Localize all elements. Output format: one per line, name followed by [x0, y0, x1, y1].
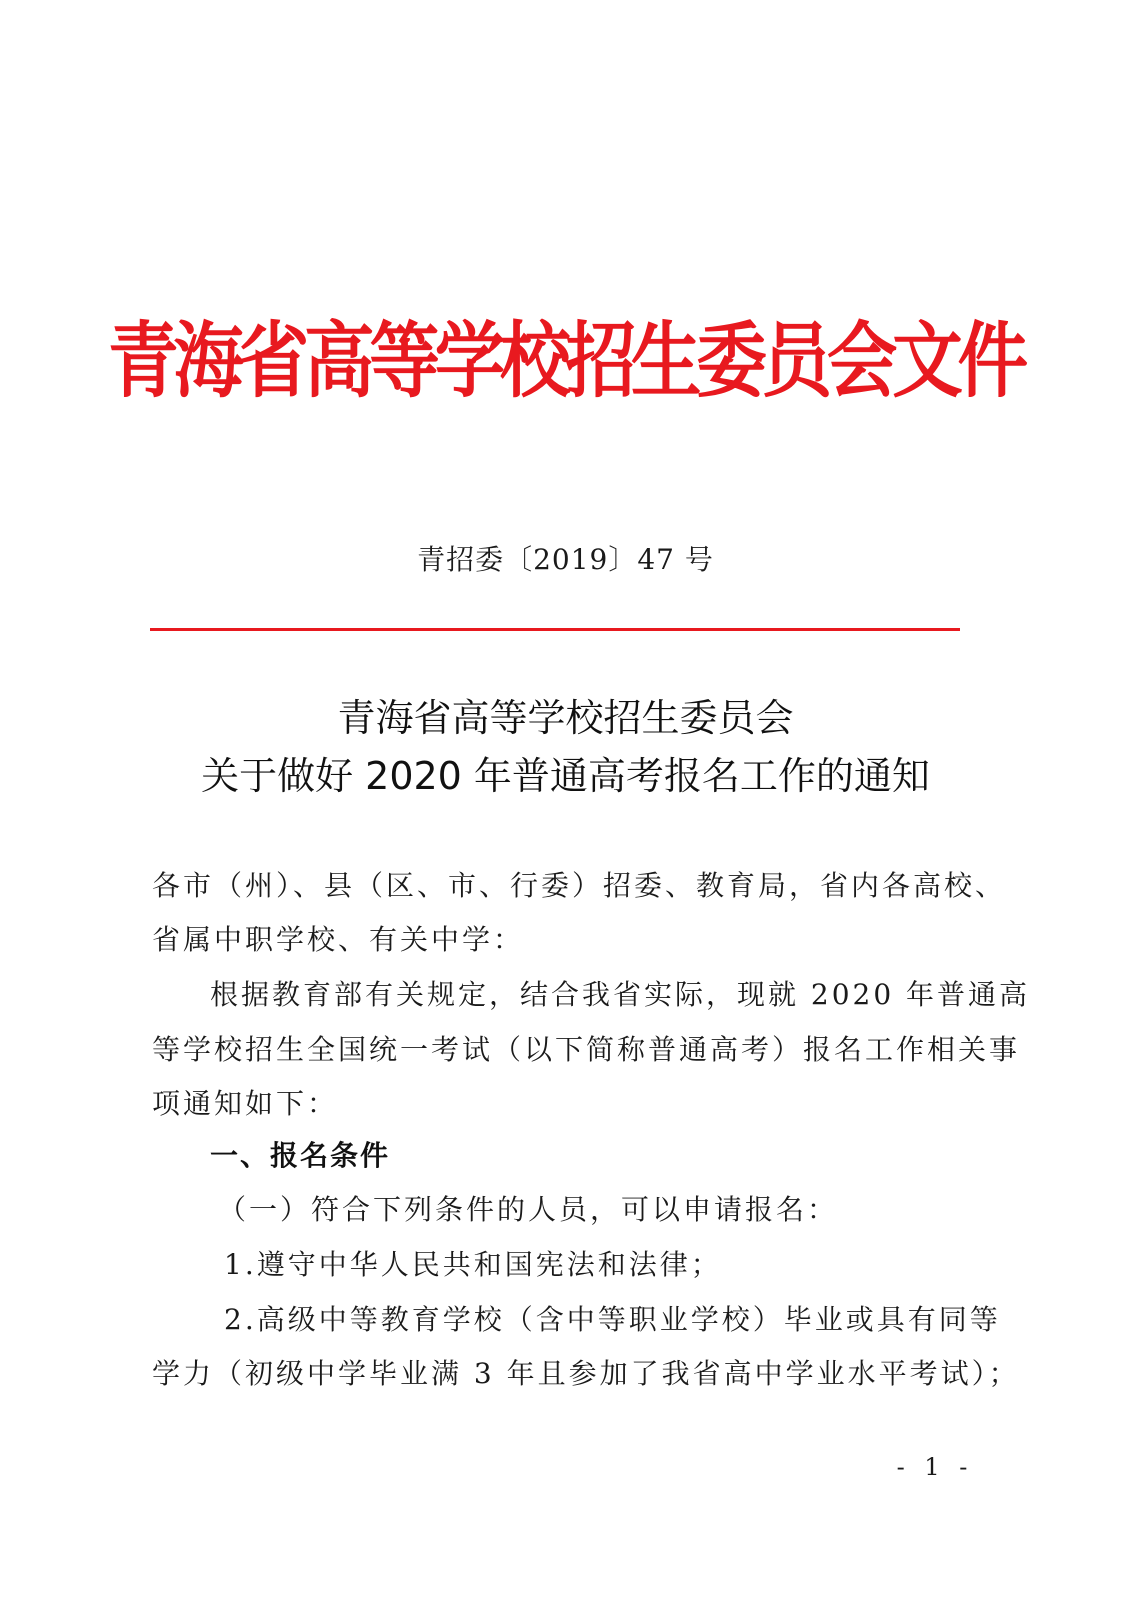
intro-line3: 项通知如下：	[152, 1087, 339, 1120]
intro-line2: 等学校招生全国统一考试（以下简称普通高考）报名工作相关事	[152, 1033, 1021, 1066]
notice-title-line2: 关于做好 2020 年普通高考报名工作的通知	[201, 754, 930, 798]
issuer-banner: 青海省高等学校招生委员会文件	[107, 314, 1024, 409]
red-divider-line	[150, 628, 960, 631]
recipients-line2: 省属中职学校、有关中学：	[152, 923, 525, 956]
recipients-line1: 各市（州）、县（区、市、行委）招委、教育局，省内各高校、	[152, 869, 1007, 902]
section1-heading: 一、报名条件	[210, 1139, 391, 1172]
condition-item-1: 1.遵守中华人民共和国宪法和法律；	[224, 1248, 722, 1281]
document-number: 青招委〔2019〕47 号	[417, 543, 714, 576]
condition-item-2-line1: 2.高级中等教育学校（含中等职业学校）毕业或具有同等	[224, 1303, 1001, 1336]
subsection1-heading: （一）符合下列条件的人员，可以申请报名：	[218, 1193, 839, 1226]
notice-title-line1: 青海省高等学校招生委员会	[337, 696, 794, 740]
intro-line1: 根据教育部有关规定，结合我省实际，现就 2020 年普通高	[210, 978, 1031, 1011]
condition-item-2-line2: 学力（初级中学毕业满 3 年且参加了我省高中学业水平考试）；	[152, 1357, 1020, 1390]
page-number: - 1 -	[896, 1453, 974, 1481]
